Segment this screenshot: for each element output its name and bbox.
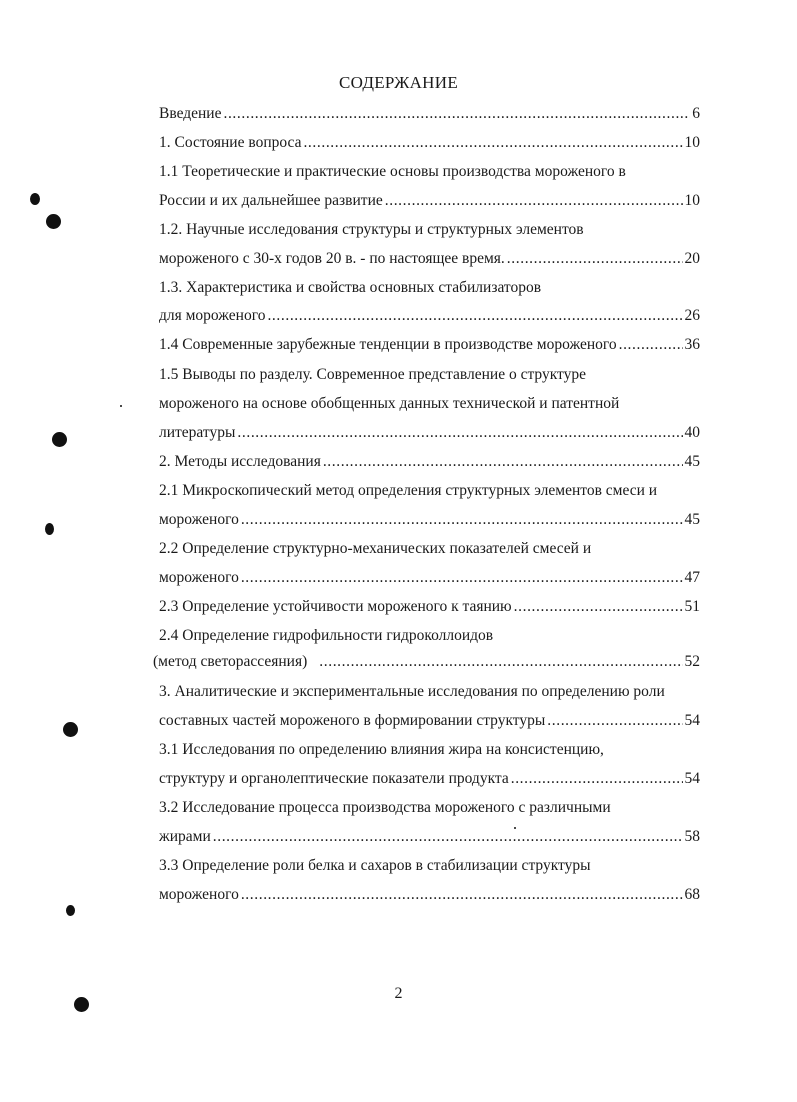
toc-entry-text: для мороженого xyxy=(159,307,266,324)
toc-entry-2-4 xyxy=(153,650,700,674)
leader-dots xyxy=(507,247,683,271)
toc-page-number: 54 xyxy=(684,712,700,729)
toc-entry-2 xyxy=(159,450,700,474)
toc-page-number: 52 xyxy=(684,653,700,670)
toc-entry-3-3-line1: 3.3 Определение роли белка и сахаров в стабилизации структуры xyxy=(159,857,591,874)
scan-blot xyxy=(63,722,78,737)
leader-dots xyxy=(385,189,683,213)
page-title: СОДЕРЖАНИЕ xyxy=(338,73,459,92)
toc-entry-text: (метод светорассеяния) xyxy=(153,653,308,670)
toc-page-number: 10 xyxy=(684,134,700,151)
toc-entry-text: России и их дальнейшее развитие xyxy=(159,192,383,209)
toc-entry-3 xyxy=(159,709,700,733)
toc-entry-1 xyxy=(159,131,700,155)
toc-entry-3-line1: 3. Аналитические и экспериментальные исследования по определению роли xyxy=(159,683,665,700)
scan-blot xyxy=(52,432,67,447)
leader-dots xyxy=(619,333,683,357)
leader-dots xyxy=(319,650,682,674)
leader-dots xyxy=(237,421,682,445)
toc-entry-2-4-line1: 2.4 Определение гидрофильности гидроколлоидов xyxy=(159,627,494,644)
toc-entry-intro xyxy=(159,102,700,126)
leader-dots xyxy=(241,566,683,590)
toc-page-number: 51 xyxy=(684,598,700,615)
toc-entry-2-2 xyxy=(159,566,700,590)
toc-page-number: 45 xyxy=(684,511,700,528)
toc-entry-3-2-line1: 3.2 Исследование процесса производства мороженого с различными xyxy=(159,799,611,816)
toc-entry-1-3 xyxy=(159,304,700,328)
page-number: 2 xyxy=(394,985,403,1002)
leader-dots xyxy=(514,595,683,619)
scan-blot xyxy=(45,523,54,535)
toc-entry-1-5-line2: мороженого на основе обобщенных данных технической и патентной xyxy=(159,395,620,412)
toc-entry-1-2-line1: 1.2. Научные исследования структуры и структурных элементов xyxy=(159,221,584,238)
leader-dots xyxy=(511,767,683,791)
toc-entry-1-5-line1: 1.5 Выводы по разделу. Современное представление о структуре xyxy=(159,366,586,383)
toc-page-number: 47 xyxy=(684,569,700,586)
toc-entry-text: мороженого xyxy=(159,886,239,903)
toc-entry-1-2 xyxy=(159,247,700,271)
toc-entry-text: мороженого xyxy=(159,511,239,528)
toc-entry-text: 2. Методы исследования xyxy=(159,453,321,470)
toc-page-number: 20 xyxy=(684,250,700,267)
leader-dots xyxy=(323,450,683,474)
toc-entry-text: Введение xyxy=(159,105,222,122)
toc-entry-text: жирами xyxy=(159,828,211,845)
toc-entry-3-2 xyxy=(159,825,700,849)
toc-entry-text: мороженого с 30-х годов 20 в. - по настоящее время. xyxy=(159,250,505,267)
scan-blot xyxy=(30,193,40,205)
toc-entry-text: 1. Состояние вопроса xyxy=(159,134,302,151)
toc-page-number: 6 xyxy=(692,105,700,122)
toc-entry-1-1-line1: 1.1 Теоретические и практические основы производства мороженого в xyxy=(159,163,626,180)
toc-page-number: 54 xyxy=(684,770,700,787)
toc-entry-text: мороженого xyxy=(159,569,239,586)
toc-page-number: 45 xyxy=(684,453,700,470)
scan-blot xyxy=(46,214,61,229)
toc-entry-2-1-line1: 2.1 Микроскопический метод определения структурных элементов смеси и xyxy=(159,482,658,499)
toc-entry-text: составных частей мороженого в формировании структуры xyxy=(159,712,546,729)
scan-speck xyxy=(120,405,122,407)
scan-speck xyxy=(514,827,516,829)
toc-entry-2-1 xyxy=(159,508,700,532)
toc-page-number: 26 xyxy=(684,307,700,324)
toc-entry-3-1 xyxy=(159,767,700,791)
leader-dots xyxy=(241,883,683,907)
toc-page-number: 68 xyxy=(684,886,700,903)
toc-entry-1-3-line1: 1.3. Характеристика и свойства основных стабилизаторов xyxy=(159,279,542,296)
toc-entry-1-4 xyxy=(159,333,700,357)
toc-page-number: 58 xyxy=(684,828,700,845)
toc-page-number: 40 xyxy=(684,424,700,441)
leader-dots xyxy=(303,131,682,155)
scan-blot xyxy=(66,905,75,916)
toc-entry-text: 2.3 Определение устойчивости мороженого к таянию xyxy=(159,598,512,615)
leader-dots xyxy=(223,102,690,126)
toc-entry-text: структуру и органолептические показатели продукта xyxy=(159,770,509,787)
toc-entry-1-1 xyxy=(159,189,700,213)
scan-blot xyxy=(74,997,89,1012)
toc-entry-3-1-line1: 3.1 Исследования по определению влияния жира на консистенцию, xyxy=(159,741,604,758)
toc-entry-text: 1.4 Современные зарубежные тенденции в производстве мороженого xyxy=(159,336,617,353)
toc-entry-1-5 xyxy=(159,421,700,445)
toc-page-number: 36 xyxy=(684,336,700,353)
toc-entry-2-2-line1: 2.2 Определение структурно-механических показателей смесей и xyxy=(159,540,592,557)
toc-page-number: 10 xyxy=(684,192,700,209)
toc-entry-3-3 xyxy=(159,883,700,907)
leader-dots xyxy=(547,709,682,733)
leader-dots xyxy=(213,825,683,849)
leader-dots xyxy=(241,508,683,532)
leader-dots xyxy=(267,304,682,328)
toc-entry-text: литературы xyxy=(159,424,236,441)
toc-entry-2-3 xyxy=(159,595,700,619)
